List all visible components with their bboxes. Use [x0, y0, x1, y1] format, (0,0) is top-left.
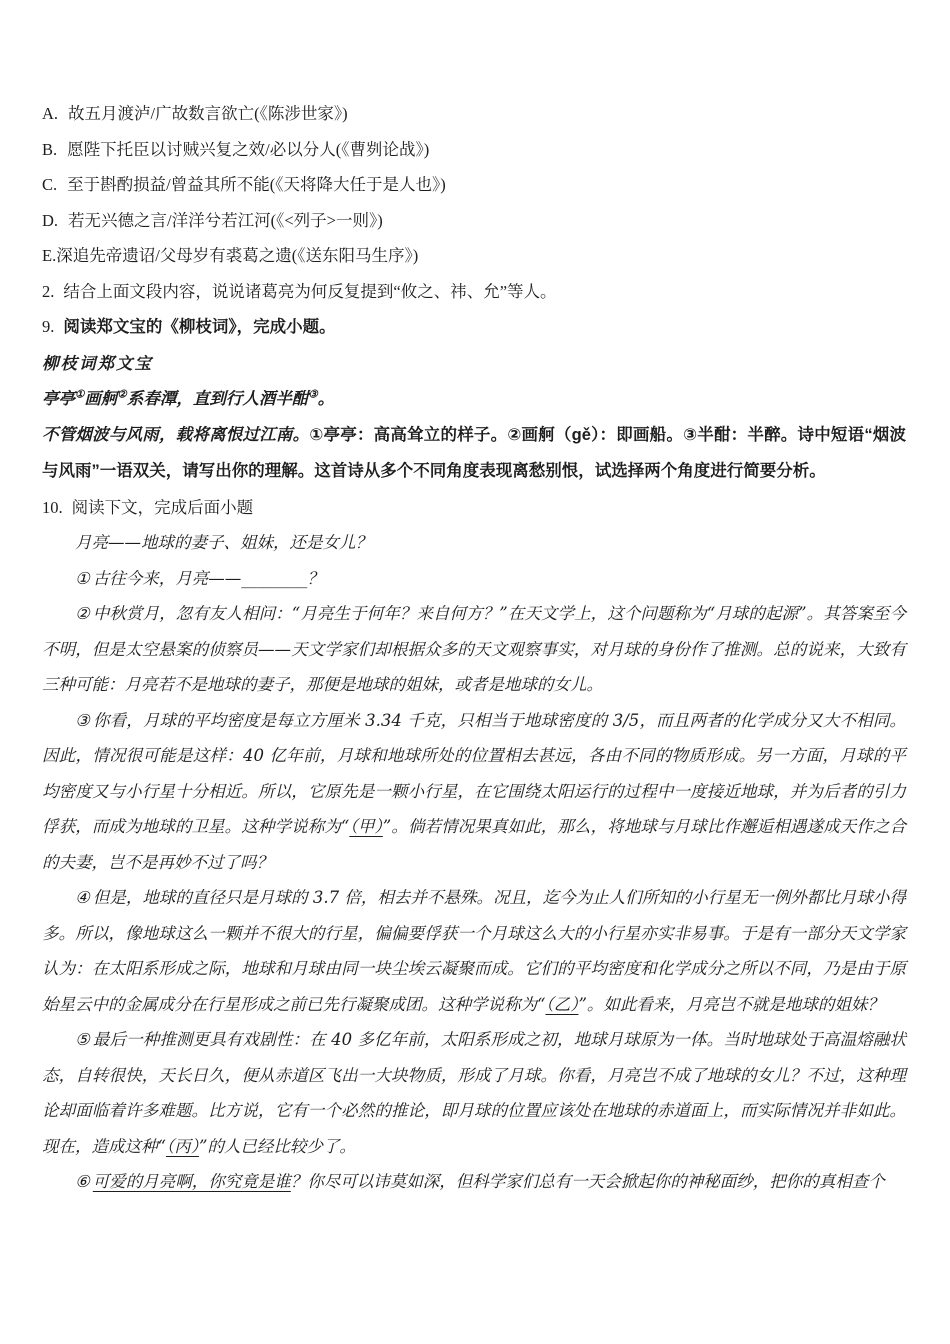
question-10-text: 阅读下文，完成后面小题 [71, 497, 254, 517]
passage-p6 [42, 1164, 906, 1200]
question-2-number: 2. [42, 281, 55, 301]
passage-p3-text: 你看，月球的平均密度是每立方厘米 3.34 千克，只相当于地球密度的 3/5，而且两者的化学成分又大不相同。因此，情况很可能是这样：40 亿年前，月球和地球所处的位置相去甚远，各由不同的物质形成。另一方面，月球的平均密度又与小行星十分相近。所以，它原先是一颗小行星，在它围绕太阳运行的过程中一度接近地球，并为后者的引力俘获，而成为地球的卫星。这种学说称为“ [42, 710, 906, 836]
passage-p3-end: ”。倘若情况果真如此，那么，将地球与月球比作邂逅相遇遂成天作之合的夫妻，岂不是再妙不过了吗？ [42, 817, 907, 872]
paragraph-marker-6: ⑥ [75, 1172, 90, 1191]
answer-blank: ________ [241, 568, 308, 588]
poem-note-ref-1: ① [75, 388, 85, 401]
passage-p1 [42, 561, 906, 597]
poem-title: 柳枝词郑文宝 [42, 353, 153, 373]
poem-line-1-b: 画舸 [84, 389, 118, 408]
option-e-label: E. [42, 246, 57, 265]
passage-p5 [42, 1022, 906, 1164]
paragraph-marker-2: ② [75, 604, 90, 623]
passage-p2 [42, 596, 906, 703]
passage-p5-end: ”的人已经比较少了。 [198, 1136, 356, 1156]
poem-line-1-d: 。 [317, 389, 335, 408]
passage-title: 月亮——地球的妻子、姐妹，还是女儿？ [75, 533, 372, 552]
option-e [42, 238, 906, 274]
question-9 [42, 309, 906, 346]
poem-line-2: 不管烟波与风雨，载将离恨过江南。 [42, 424, 310, 444]
option-c-label: C. [42, 175, 58, 194]
passage-p6-underlined: 可爱的月亮啊，你究竟是谁 [92, 1172, 291, 1191]
poem-note-ref-2: ② [117, 388, 127, 401]
question-10 [42, 490, 906, 526]
option-a-text: 故五月渡泸/广故数言欲亡(《陈涉世家》) [68, 104, 348, 123]
poem-line-2-and-notes [42, 417, 906, 490]
passage-p5-text: 最后一种推测更具有戏剧性：在 40 多亿年前，太阳系形成之初，地球月球原为一体。当时地球处于高温熔融状态，自转很快，天长日久，便从赤道区飞出一大块物质，形成了月球。你看，月亮岂不成了地球的女儿？不过，这种理论却面临着许多难题。比方说，它有一个必然的推论，即月球的位置应该处在地球的赤道面上，而实际情况并非如此。现在，造成这种“ [42, 1030, 906, 1156]
paragraph-marker-1: ① [75, 568, 90, 588]
paragraph-marker-4: ④ [75, 888, 90, 907]
question-9-number: 9. [42, 317, 55, 336]
paragraph-marker-5: ⑤ [75, 1030, 90, 1049]
poem-notes: ①亭亭：高高耸立的样子。②画舸（gě）：即画船。③半酣：半醉。诗中短语“烟波与风雨”一语双关，请写出你的理解。这首诗从多个不同角度表现离愁别恨，试选择两个角度进行简要分析。 [42, 425, 907, 480]
blank-jia: （甲） [349, 817, 383, 836]
passage-p1-end: ？ [307, 568, 324, 588]
blank-bing: （丙） [165, 1136, 199, 1156]
option-d [42, 203, 906, 239]
option-d-label: D. [42, 210, 59, 230]
passage-p4 [42, 880, 906, 1022]
option-c-text: 至于斟酌损益/曾益其所不能(《天将降大任于是人也》) [67, 175, 446, 194]
option-b-text: 愿陛下托臣以讨贼兴复之效/必以分人(《曹刿论战》) [67, 139, 430, 159]
option-a-label: A. [42, 104, 59, 123]
option-c [42, 167, 906, 203]
paragraph-marker-3: ③ [75, 710, 90, 730]
passage-p6-end: ？你尽可以讳莫如深，但科学家们总有一天会掀起你的神秘面纱，把你的真相查个 [290, 1172, 885, 1191]
passage-p4-text: 但是，地球的直径只是月球的 3.7 倍，相去并不悬殊。况且，迄今为止人们所知的小行星无一例外都比月球小得多。所以，像地球这么一颗并不很大的行星，偏偏要俘获一个月球这么大的小行星亦实非易事。于是有一部分天文学家认为：在太阳系形成之际，地球和月球由同一块尘埃云凝聚而成。它们的平均密度和化学成分之所以不同，乃是由于原始星云中的金属成分在行星形成之前已先行凝聚成团。这种学说称为“ [42, 888, 906, 1014]
question-9-text: 阅读郑文宝的《柳枝词》，完成小题。 [63, 318, 336, 336]
passage-p1-text: 古往今来，月亮—— [92, 568, 242, 588]
poem-note-ref-3: ③ [308, 388, 318, 401]
option-d-text: 若无兴德之言/洋洋兮若江河(《<列子>一则》) [68, 210, 383, 230]
poem-line-1 [42, 381, 906, 417]
option-b [42, 132, 906, 168]
poem-line-1-a: 亭亭 [42, 389, 75, 408]
passage-p3 [42, 703, 906, 881]
option-e-text: 深追先帝遗诏/父母岁有裘葛之遗(《送东阳马生序》) [56, 246, 419, 265]
question-2 [42, 274, 906, 310]
option-b-label: B. [42, 139, 58, 159]
passage-p2-text: 中秋赏月，忽有友人相问：“月亮生于何年？来自何方？”在天文学上，这个问题称为“月球的起源”。其答案至今不明，但是太空悬案的侦察员——天文学家们却根据众多的天文观察事实，对月球的身份作了推测。总的说来，大致有三种可能：月亮若不是地球的妻子，那便是地球的姐妹，或者是地球的女儿。 [42, 604, 906, 694]
option-a [42, 96, 906, 132]
passage-p4-end: ”。如此看来，月亮岂不就是地球的姐妹？ [578, 994, 884, 1014]
poem-line-1-c: 系春潭，直到行人酒半酣 [126, 389, 309, 408]
blank-yi: （乙） [545, 994, 579, 1014]
question-2-text: 结合上面文段内容，说说诸葛亮为何反复提到“攸之、祎、允”等人。 [63, 281, 557, 301]
question-10-number: 10. [42, 497, 63, 517]
